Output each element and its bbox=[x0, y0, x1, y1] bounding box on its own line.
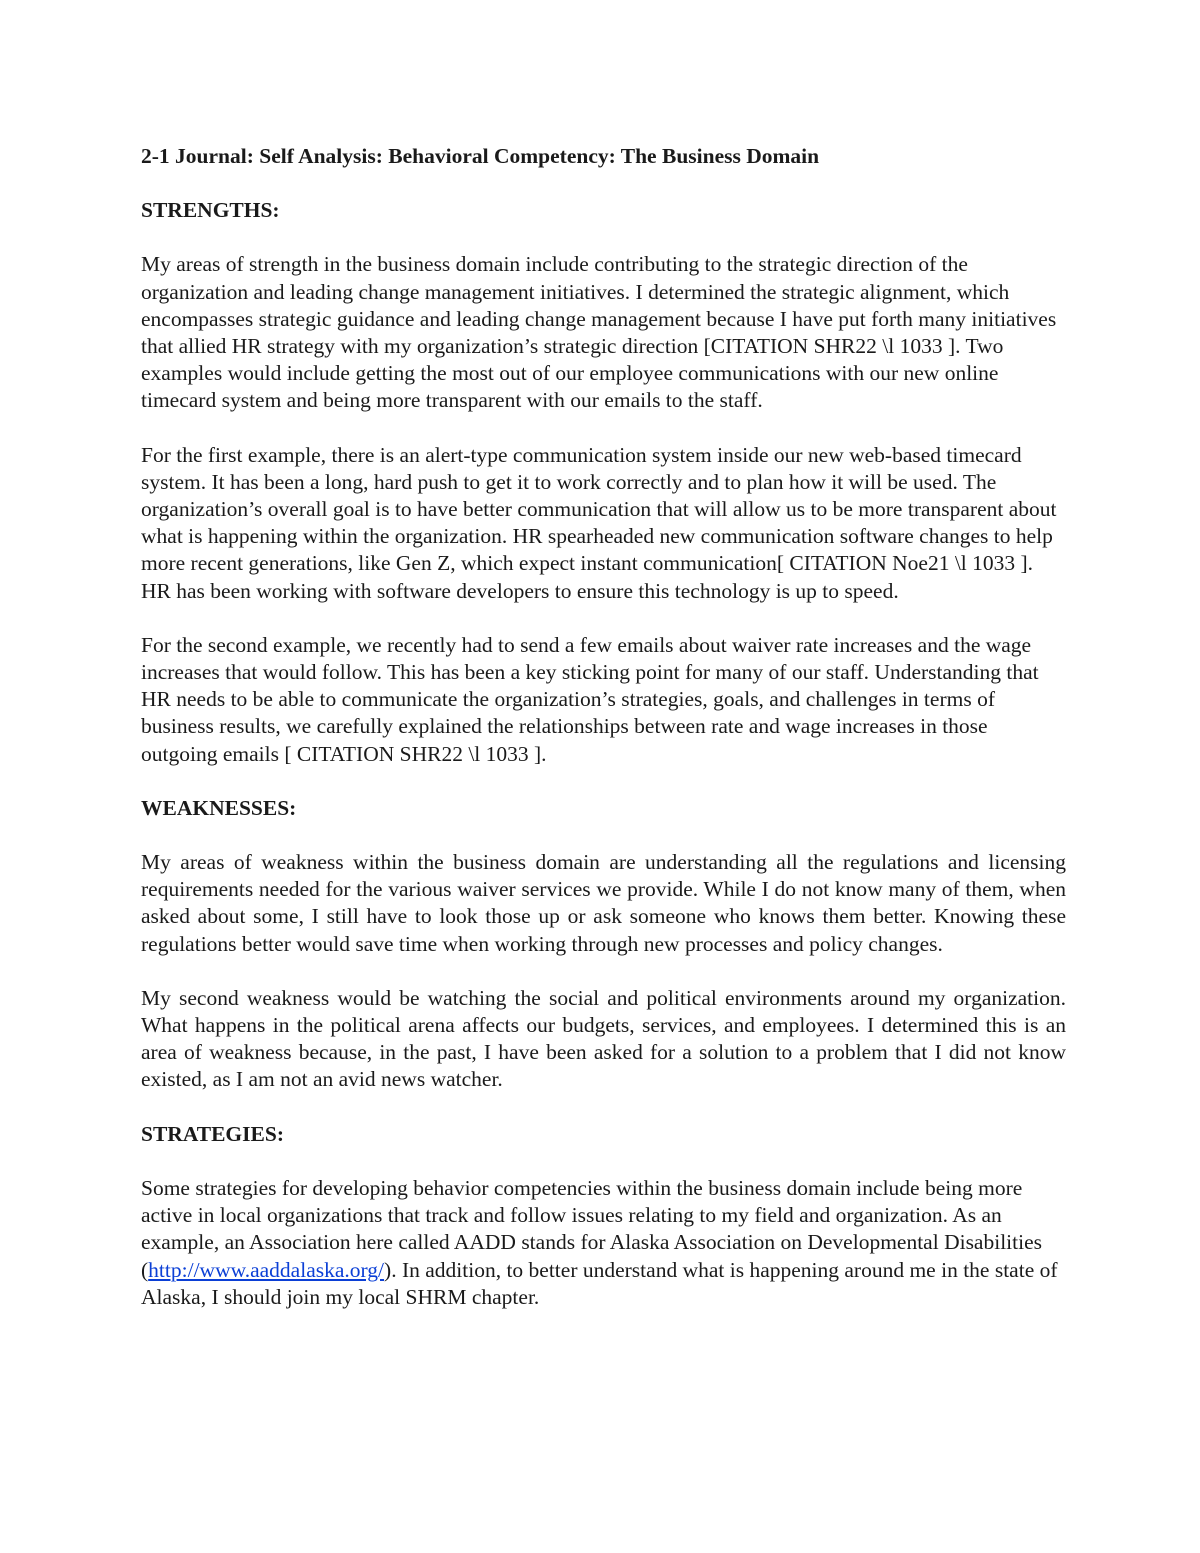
weaknesses-paragraph-1: My areas of weakness within the business domain are understanding all the regulations and licensing requirements needed for the various waiver services we provide. While I do not know many of them, when asked about some, I still have to look those up or ask someone who knows them better. Knowing these regulations better would save time when working through new processes and policy changes. bbox=[141, 850, 1066, 956]
weaknesses-heading: WEAKNESSES: bbox=[141, 795, 297, 820]
strengths-paragraph-3: For the second example, we recently had to send a few emails about waiver rate increases and the wage increases that would follow. This has been a key sticking point for many of our staff. Understanding that HR needs to be able to communicate the organization’s strategies, goals, and challenges in terms of business results, we carefully explained the relationships between rate and wage increases in those outgoing emails [ CITATION SHR22 \l 1033 ]. bbox=[141, 632, 1039, 766]
weaknesses-paragraph-2: My second weakness would be watching the social and political environments around my organization. What happens in the political arena affects our budgets, services, and employees. I determined this is an area of weakness because, in the past, I have been asked for a solution to a problem that I did not know existed, as I am not an avid news watcher. bbox=[141, 985, 1066, 1092]
strategies-heading: STRATEGIES: bbox=[141, 1121, 284, 1146]
strengths-heading: STRENGTHS: bbox=[141, 198, 280, 223]
document-title: 2-1 Journal: Self Analysis: Behavioral Competency: The Business Domain bbox=[141, 144, 820, 168]
aadd-website-link[interactable]: http://www.aaddalaska.org/ bbox=[148, 1257, 385, 1282]
document-page bbox=[141, 143, 1066, 1338]
strategies-paragraph-1 bbox=[141, 1175, 1066, 1311]
strategies-text-before-link: Some strategies for developing behavior competencies within the business domain include being more active in local organizations that track and follow issues relating to my field and organization. As an example, an Association here called AADD stands for Alaska Association on Developmental Disabilities ( bbox=[141, 1175, 1043, 1282]
strategies-text-after-link: ). In addition, to better understand what is happening around me in the state of Alaska, I should join my local SHRM chapter. bbox=[141, 1257, 1058, 1309]
strengths-paragraph-2: For the first example, there is an alert-type communication system inside our new web-based timecard system. It has been a long, hard push to get it to work correctly and to plan how it will be used. The organization’s overall goal is to have better communication that will allow us to be more transparent about what is happening within the organization. HR spearheaded new communication software changes to help more recent generations, like Gen Z, which expect instant communication[ CITATION Noe21 \l 1033 ]. HR has been working with software developers to ensure this technology is up to speed. bbox=[141, 442, 1057, 603]
strengths-paragraph-1: My areas of strength in the business domain include contributing to the strategic direction of the organization and leading change management initiatives. I determined the strategic alignment, which encompasses strategic guidance and leading change management because I have put forth many initiatives that allied HR strategy with my organization’s strategic direction [CITATION SHR22 \l 1033 ]. Two examples would include getting the most out of our employee communications with our new online timecard system and being more transparent with our emails to the staff. bbox=[141, 252, 1057, 413]
